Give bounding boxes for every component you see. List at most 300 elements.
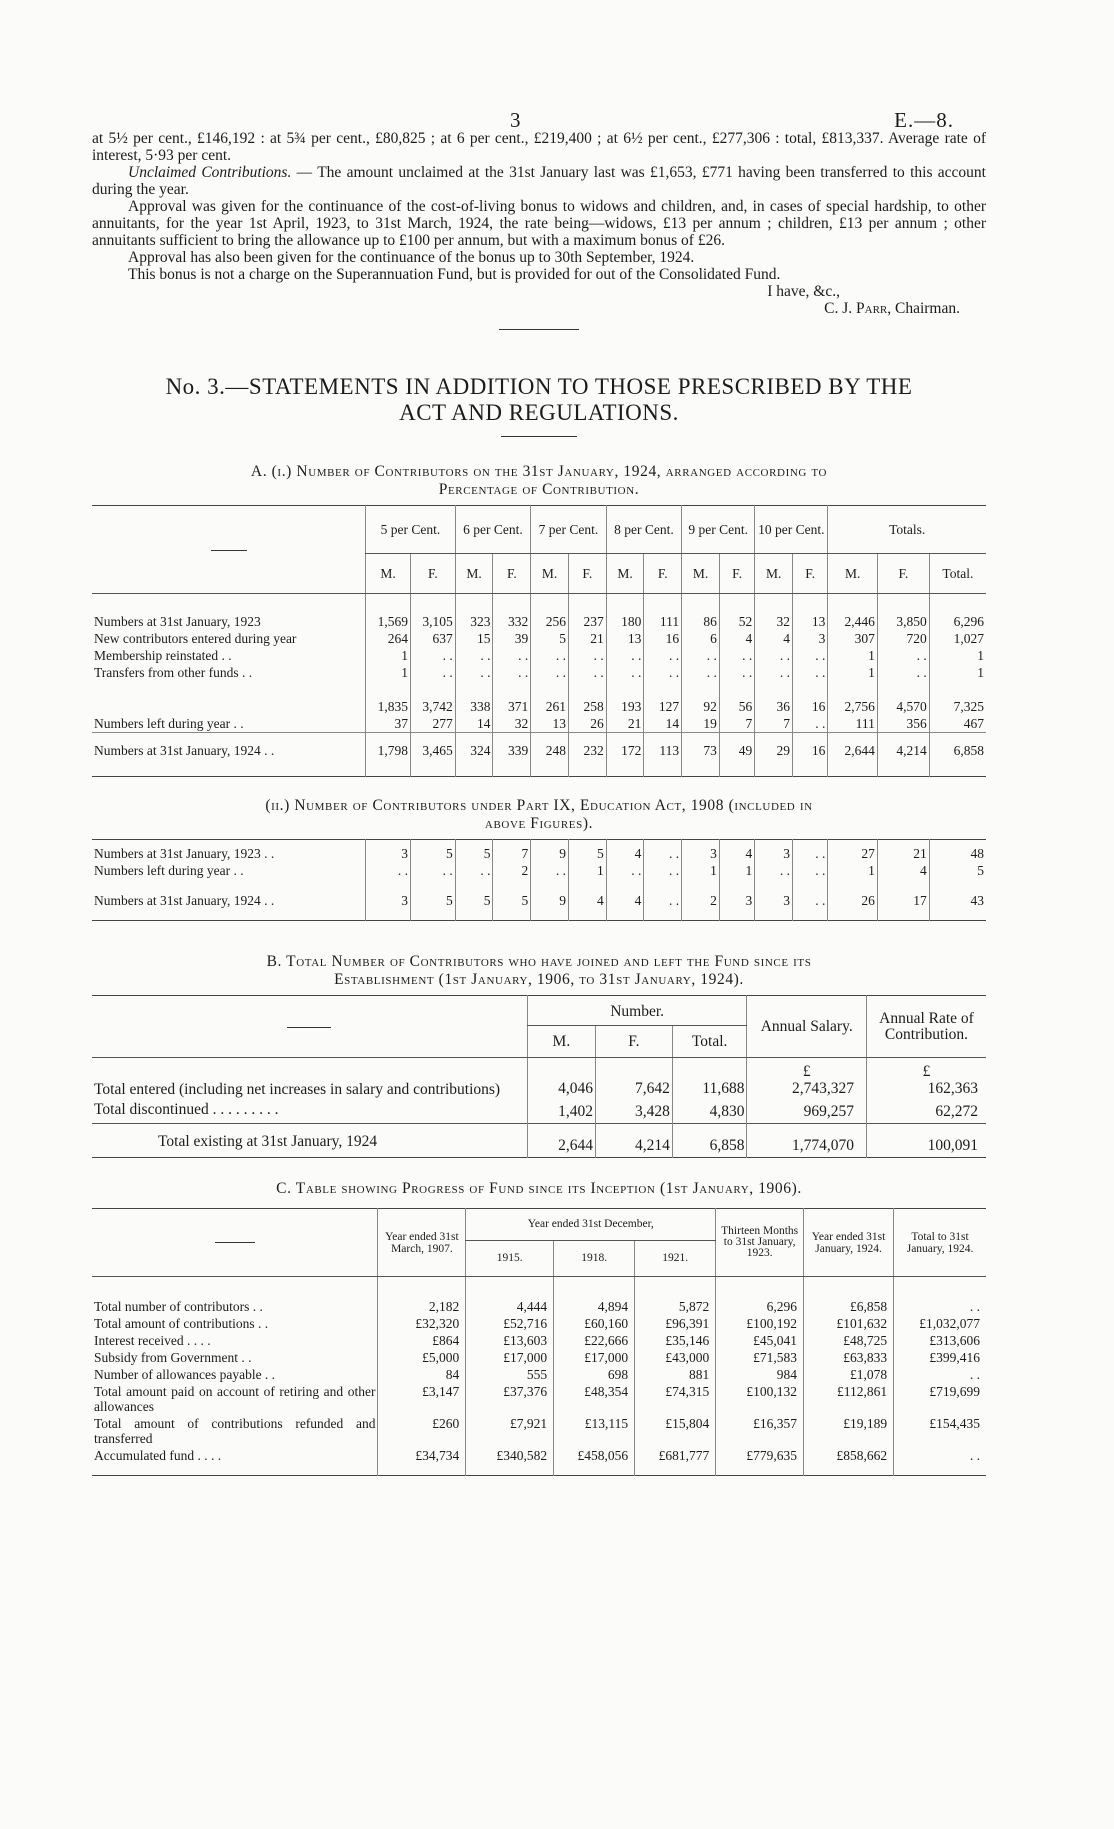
- table-cell: 26: [828, 879, 878, 921]
- table-cell: 5: [410, 840, 455, 863]
- table-cell: 37: [366, 715, 411, 733]
- table-cell: . .: [894, 1447, 986, 1476]
- table-cell: 1,569: [366, 594, 411, 631]
- table-a-subheader: M.: [606, 554, 644, 594]
- table-cell: 21: [606, 715, 644, 733]
- row-label: Total number of contributors . .: [94, 1299, 263, 1314]
- table-cell: 52: [719, 594, 754, 631]
- table-cell: £100,192: [716, 1315, 804, 1332]
- table-cell: £52,716: [466, 1315, 554, 1332]
- table-cell: £399,416: [894, 1349, 986, 1366]
- table-cell: 7: [719, 715, 754, 733]
- letter-signature: C. J. Parr, Chairman.: [824, 300, 960, 317]
- table-cell: 6,858: [929, 733, 986, 777]
- table-row: [92, 1058, 986, 1081]
- table-cell: £19,189: [804, 1415, 894, 1447]
- table-cell: 307: [828, 630, 878, 647]
- table-cell: 1: [719, 862, 754, 879]
- table-cell: £48,725: [804, 1332, 894, 1349]
- table-a-subheader: F.: [568, 554, 606, 594]
- row-label: Total entered (including net increases in salary and contributions): [94, 1081, 501, 1098]
- table-c-title: C. Table showing Progress of Fund since its Inception (1st January, 1906).: [276, 1180, 802, 1197]
- table-a-group: 8 per Cent.: [606, 506, 681, 554]
- row-label: Accumulated fund . . . .: [94, 1448, 222, 1463]
- row-label: Number of allowances payable . .: [94, 1367, 276, 1382]
- table-cell: . .: [877, 647, 929, 664]
- table-cell: 4,570: [877, 681, 929, 715]
- table-cell: £35,146: [635, 1332, 716, 1349]
- table-c-1907-header: Year ended 31st March, 1907.: [378, 1209, 466, 1277]
- table-a-subheader: Total.: [929, 554, 986, 594]
- table-cell: . .: [493, 647, 531, 664]
- table-cell: 258: [568, 681, 606, 715]
- table-cell: 3: [366, 840, 411, 863]
- table-cell: 172: [606, 733, 644, 777]
- table-a-subheader: M.: [366, 554, 411, 594]
- table-cell: 4,444: [466, 1277, 554, 1316]
- section-title: No. 3.—STATEMENTS IN ADDITION TO THOSE PRESCRIBED BY THE ACT AND REGULATIONS.: [165, 374, 913, 425]
- table-cell: . .: [755, 862, 793, 879]
- table-cell: . .: [682, 664, 720, 681]
- table-cell: £101,632: [804, 1315, 894, 1332]
- table-cell: 26: [568, 715, 606, 733]
- table-b-f-header: F.: [596, 1026, 673, 1058]
- table-a-group: 9 per Cent.: [682, 506, 755, 554]
- table-row: [92, 594, 986, 631]
- table-b-salary-header: Annual Salary.: [747, 996, 866, 1058]
- table-b-number-header: Number.: [527, 996, 747, 1026]
- table-row: [92, 1415, 986, 1447]
- section-divider: [499, 329, 579, 330]
- table-cell: 1: [828, 647, 878, 664]
- table-cell: . .: [568, 647, 606, 664]
- table-cell: 1: [366, 647, 411, 664]
- table-a2-title: (ii.) Number of Contributors under Part IX, Education Act, 1908 (included in above Figures).: [265, 797, 813, 832]
- table-cell: £48,354: [554, 1383, 635, 1415]
- table-cell: 264: [366, 630, 411, 647]
- table-cell: . .: [455, 647, 493, 664]
- table-cell: . .: [644, 879, 682, 921]
- table-row: [92, 879, 986, 921]
- table-cell: . .: [894, 1366, 986, 1383]
- table-cell: . .: [793, 879, 828, 921]
- table-cell: 5: [531, 630, 569, 647]
- table-cell: . .: [793, 647, 828, 664]
- table-cell: 111: [644, 594, 682, 631]
- table-cell: 19: [682, 715, 720, 733]
- table-b-m-header: M.: [527, 1026, 595, 1058]
- table-cell: 29: [755, 733, 793, 777]
- table-row: [92, 1383, 986, 1415]
- table-cell: £681,777: [635, 1447, 716, 1476]
- table-cell: 7: [493, 840, 531, 863]
- table-cell: 232: [568, 733, 606, 777]
- table-cell: £17,000: [466, 1349, 554, 1366]
- table-cell: . .: [793, 664, 828, 681]
- table-cell: £458,056: [554, 1447, 635, 1476]
- letter-paragraph-1: at 5½ per cent., £146,192 : at 5¾ per cent., £80,825 ; at 6 per cent., £219,400 ; at 6½ per cent., £277,306 : total, £813,337. Average rate of interest, 5·93 per cent.: [92, 130, 986, 164]
- table-cell: . .: [606, 664, 644, 681]
- table-row: [92, 733, 986, 777]
- table-row: Total discontinued . . . . . . . . . 1,402 3,428 4,830 969,257 62,272: [92, 1099, 986, 1124]
- table-cell: . .: [755, 647, 793, 664]
- table-a-contributors: [92, 505, 986, 777]
- table-row: [92, 840, 986, 863]
- table-cell: 2,446: [828, 594, 878, 631]
- table-cell: 555: [466, 1366, 554, 1383]
- table-row: [92, 1315, 986, 1332]
- table-cell: 5: [568, 840, 606, 863]
- table-cell: 14: [455, 715, 493, 733]
- table-row: [92, 1349, 986, 1366]
- table-cell: 27: [828, 840, 878, 863]
- table-cell: . .: [606, 647, 644, 664]
- row-label: Transfers from other funds . .: [94, 665, 253, 680]
- table-cell: 14: [644, 715, 682, 733]
- table-cell: 21: [568, 630, 606, 647]
- table-row: [92, 647, 986, 664]
- table-cell: 1: [929, 664, 986, 681]
- pound-sign: £: [866, 1058, 986, 1081]
- table-a-group: Totals.: [828, 506, 986, 554]
- table-cell: 73: [682, 733, 720, 777]
- table-cell: £15,804: [635, 1415, 716, 1447]
- table-cell: 1,027: [929, 630, 986, 647]
- row-label: Membership reinstated . .: [94, 648, 232, 663]
- table-cell: 338: [455, 681, 493, 715]
- table-b-joined-left: [92, 995, 986, 1158]
- table-cell: . .: [644, 647, 682, 664]
- table-cell: £96,391: [635, 1315, 716, 1332]
- table-cell: 237: [568, 594, 606, 631]
- table-cell: £74,315: [635, 1383, 716, 1415]
- table-row: [92, 715, 986, 733]
- table-cell: . .: [366, 862, 411, 879]
- row-label: New contributors entered during year: [94, 631, 297, 646]
- page-number: 3: [510, 108, 521, 132]
- row-label: Numbers left during year . .: [94, 716, 244, 731]
- table-cell: 32: [493, 715, 531, 733]
- table-a-subheader: F.: [493, 554, 531, 594]
- table-cell: 4: [606, 840, 644, 863]
- table-cell: . .: [682, 647, 720, 664]
- table-cell: . .: [877, 664, 929, 681]
- table-cell: . .: [493, 664, 531, 681]
- table-cell: 1,835: [366, 681, 411, 715]
- table-cell: 1: [682, 862, 720, 879]
- table-cell: 371: [493, 681, 531, 715]
- table-cell: . .: [568, 664, 606, 681]
- table-cell: 4: [606, 879, 644, 921]
- table-cell: 467: [929, 715, 986, 733]
- letter-paragraph-2: Unclaimed Contributions. — The amount unclaimed at the 31st January last was £1,653, £771 having been transferred to this account during the year.: [92, 164, 986, 198]
- letter-paragraph-4: Approval has also been given for the continuance of the bonus up to 30th September, 1924.: [128, 249, 695, 266]
- table-cell: £32,320: [378, 1315, 466, 1332]
- table-cell: 193: [606, 681, 644, 715]
- table-cell: £5,000: [378, 1349, 466, 1366]
- letter-paragraph-5: This bonus is not a charge on the Superannuation Fund, but is provided for out of the Consolidated Fund.: [128, 266, 781, 283]
- table-a-title: A. (i.) Number of Contributors on the 31st January, 1924, arranged according to Percentage of Contribution.: [250, 463, 828, 498]
- table-cell: 2: [493, 862, 531, 879]
- table-row: Total entered (including net increases in salary and contributions) 4,046 7,642 11,688 2,743,327 162,363: [92, 1080, 986, 1099]
- table-cell: 3: [719, 879, 754, 921]
- row-label: Numbers at 31st January, 1923 . .: [94, 846, 275, 861]
- table-row: [92, 1332, 986, 1349]
- table-row: [92, 664, 986, 681]
- table-a-subheader: M.: [455, 554, 493, 594]
- table-cell: 3: [755, 879, 793, 921]
- table-c-progress: Year ended 31st March, 1907. Year ended 31st December, Thirteen Months to 31st January, 1923. Year ended 31st January, 1924. Total to 31st January, 1924. 1915. 1918. 1921. Total number of contributors . . 2,182 4,444 4,894 5,872 6,296 £6,858 . . Total amount of contributions . . £32,320 £52,716 £60,160 £96,391 £100,192 £101,632 £1,032,077 Interest received . . . . £864 £13,603 £22,666 £35,146 £45,041 £48,725 £313,606 Subsidy from Government . . £5,000 £17,000 £17,000 £43,000 £71,583 £63,833 £399,416 Number of allowances payable . . 84 555 698 881 984 £1,078 . . Total amount paid on account of retiring and other allowances £3,147 £37,376 £48,354 £74,315 £100,132 £112,861 £719,699 Total amount of contributions refunded and transferred £260 £7,921 £13,115 £15,804 £16,357 £19,189 £154,435 Accumulated fund . . . . £34,734 £340,582 £458,056 £681,777 £779,635 £858,662 . .: [92, 1208, 986, 1476]
- table-cell: 881: [635, 1366, 716, 1383]
- table-a-subheader: F.: [644, 554, 682, 594]
- table-cell: £3,147: [378, 1383, 466, 1415]
- table-cell: 111: [828, 715, 878, 733]
- table-cell: . .: [410, 647, 455, 664]
- table-cell: £16,357: [716, 1415, 804, 1447]
- table-cell: 4,214: [877, 733, 929, 777]
- table-cell: 16: [793, 681, 828, 715]
- table-c-1924-header: Year ended 31st January, 1924.: [804, 1209, 894, 1277]
- table-cell: 49: [719, 733, 754, 777]
- table-cell: £779,635: [716, 1447, 804, 1476]
- table-cell: £1,032,077: [894, 1315, 986, 1332]
- table-cell: 3,105: [410, 594, 455, 631]
- table-cell: 16: [793, 733, 828, 777]
- table-cell: 4: [877, 862, 929, 879]
- table-a-subheader: F.: [877, 554, 929, 594]
- table-a-subheader: F.: [719, 554, 754, 594]
- table-cell: £864: [378, 1332, 466, 1349]
- table-cell: 13: [606, 630, 644, 647]
- letter-closing: I have, &c.,: [767, 283, 840, 300]
- table-cell: . .: [531, 647, 569, 664]
- table-cell: 4: [568, 879, 606, 921]
- table-cell: 5: [929, 862, 986, 879]
- table-cell: 637: [410, 630, 455, 647]
- table-cell: . .: [793, 862, 828, 879]
- table-b-total-header: Total.: [672, 1026, 747, 1058]
- table-cell: 323: [455, 594, 493, 631]
- table-cell: 39: [493, 630, 531, 647]
- table-cell: 7,325: [929, 681, 986, 715]
- table-row: [92, 1277, 986, 1316]
- row-label: Numbers at 31st January, 1924 . .: [94, 893, 275, 908]
- table-cell: 48: [929, 840, 986, 863]
- pound-sign: £: [747, 1058, 866, 1081]
- table-cell: 2: [682, 879, 720, 921]
- table-cell: 1: [929, 647, 986, 664]
- table-a-subheader: M.: [682, 554, 720, 594]
- table-cell: 86: [682, 594, 720, 631]
- table-cell: 277: [410, 715, 455, 733]
- unclaimed-contributions-heading: Unclaimed Contributions.: [128, 164, 292, 181]
- table-cell: 984: [716, 1366, 804, 1383]
- table-cell: 261: [531, 681, 569, 715]
- table-cell: 1,798: [366, 733, 411, 777]
- table-a-group: 10 per Cent.: [755, 506, 828, 554]
- table-a-subheader: M.: [531, 554, 569, 594]
- table-cell: . .: [793, 715, 828, 733]
- table-cell: 9: [531, 840, 569, 863]
- table-cell: £60,160: [554, 1315, 635, 1332]
- table-cell: £313,606: [894, 1332, 986, 1349]
- table-row: [92, 681, 986, 715]
- row-label: Total amount of contributions refunded and transferred: [94, 1416, 376, 1446]
- table-cell: 339: [493, 733, 531, 777]
- table-cell: £45,041: [716, 1332, 804, 1349]
- page-header: [92, 0, 986, 130]
- table-cell: £719,699: [894, 1383, 986, 1415]
- table-cell: 2,644: [828, 733, 878, 777]
- table-cell: 84: [378, 1366, 466, 1383]
- table-cell: £7,921: [466, 1415, 554, 1447]
- table-cell: 698: [554, 1366, 635, 1383]
- row-label: Total amount of contributions . .: [94, 1316, 269, 1331]
- table-cell: . .: [644, 840, 682, 863]
- table-cell: £71,583: [716, 1349, 804, 1366]
- table-cell: . .: [455, 664, 493, 681]
- table-cell: 4: [719, 840, 754, 863]
- document-reference: E.—8.: [894, 108, 954, 132]
- table-a-subheader: M.: [828, 554, 878, 594]
- table-a-stub: [92, 506, 366, 594]
- table-cell: 5: [410, 879, 455, 921]
- table-cell: £1,078: [804, 1366, 894, 1383]
- table-cell: £340,582: [466, 1447, 554, 1476]
- table-cell: 324: [455, 733, 493, 777]
- table-cell: 43: [929, 879, 986, 921]
- table-b-stub: [92, 996, 527, 1058]
- table-cell: 720: [877, 630, 929, 647]
- table-cell: . .: [894, 1277, 986, 1316]
- table-cell: . .: [719, 647, 754, 664]
- table-a-group: 7 per Cent.: [531, 506, 606, 554]
- table-cell: . .: [644, 664, 682, 681]
- table-cell: £13,603: [466, 1332, 554, 1349]
- table-cell: 1: [568, 862, 606, 879]
- table-cell: £858,662: [804, 1447, 894, 1476]
- table-cell: £34,734: [378, 1447, 466, 1476]
- table-cell: £22,666: [554, 1332, 635, 1349]
- table-cell: £17,000: [554, 1349, 635, 1366]
- table-c-total-header: Total to 31st January, 1924.: [894, 1209, 986, 1277]
- table-a-group: 6 per Cent.: [455, 506, 530, 554]
- row-label: Numbers left during year . .: [94, 863, 244, 878]
- table-cell: £63,833: [804, 1349, 894, 1366]
- table-cell: 248: [531, 733, 569, 777]
- table-b-title: B. Total Number of Contributors who have joined and left the Fund since its Establishment (1st January, 1906, to 31st January, 1924).: [266, 953, 812, 988]
- row-label: Subsidy from Government . .: [94, 1350, 252, 1365]
- table-cell: 2,756: [828, 681, 878, 715]
- letter-paragraph-3: Approval was given for the continuance of the cost-of-living bonus to widows and children, and, in cases of special hardship, to other annuitants, for the year 1st April, 1923, to 31st March, 1924, the rate being—widows, £13 per annum ; children, £13 per annum ; other annuitants sufficient to bring the allowance up to £100 per annum, but with a maximum bonus of £26.: [92, 198, 986, 249]
- table-cell: £43,000: [635, 1349, 716, 1366]
- row-label: Total discontinued . . . . . . . . .: [94, 1101, 279, 1118]
- table-cell: 5: [455, 879, 493, 921]
- table-cell: . .: [606, 862, 644, 879]
- table-cell: 16: [644, 630, 682, 647]
- table-b-rate-header: Annual Rate of Contribution.: [866, 996, 986, 1058]
- table-cell: 5,872: [635, 1277, 716, 1316]
- table-cell: 180: [606, 594, 644, 631]
- table-cell: 1: [366, 664, 411, 681]
- table-a2-education-act: [92, 839, 986, 921]
- table-cell: 6: [682, 630, 720, 647]
- table-row: [92, 862, 986, 879]
- table-cell: 2,182: [378, 1277, 466, 1316]
- table-cell: 9: [531, 879, 569, 921]
- table-cell: £13,115: [554, 1415, 635, 1447]
- table-cell: 15: [455, 630, 493, 647]
- table-c-1923-header: Thirteen Months to 31st January, 1923.: [716, 1209, 804, 1277]
- table-cell: . .: [531, 664, 569, 681]
- row-label: Numbers at 31st January, 1924 . .: [94, 743, 275, 758]
- table-cell: . .: [793, 840, 828, 863]
- table-cell: 5: [493, 879, 531, 921]
- table-a-group: 5 per Cent.: [366, 506, 456, 554]
- table-cell: . .: [410, 862, 455, 879]
- table-cell: 7: [755, 715, 793, 733]
- table-c-dec-header: Year ended 31st December,: [466, 1209, 716, 1241]
- table-cell: 3,850: [877, 594, 929, 631]
- table-cell: 1: [828, 664, 878, 681]
- table-cell: . .: [410, 664, 455, 681]
- table-cell: £37,376: [466, 1383, 554, 1415]
- table-cell: 127: [644, 681, 682, 715]
- table-cell: 356: [877, 715, 929, 733]
- table-cell: 332: [493, 594, 531, 631]
- table-cell: . .: [644, 862, 682, 879]
- table-cell: 6,296: [716, 1277, 804, 1316]
- table-cell: 6,296: [929, 594, 986, 631]
- table-cell: . .: [719, 664, 754, 681]
- table-cell: 13: [793, 594, 828, 631]
- table-a-subheader: F.: [410, 554, 455, 594]
- table-cell: 13: [531, 715, 569, 733]
- table-cell: 4: [719, 630, 754, 647]
- table-row: Total existing at 31st January, 1924 2,644 4,214 6,858 1,774,070 100,091: [92, 1124, 986, 1158]
- row-label: Total amount paid on account of retiring and other allowances: [94, 1384, 376, 1414]
- table-cell: 92: [682, 681, 720, 715]
- table-cell: 4: [755, 630, 793, 647]
- table-cell: 4,894: [554, 1277, 635, 1316]
- table-cell: £100,132: [716, 1383, 804, 1415]
- table-cell: £112,861: [804, 1383, 894, 1415]
- table-cell: 36: [755, 681, 793, 715]
- table-row: [92, 1366, 986, 1383]
- table-cell: 3,465: [410, 733, 455, 777]
- table-cell: £260: [378, 1415, 466, 1447]
- table-c-stub: [92, 1209, 378, 1277]
- table-row: [92, 1447, 986, 1476]
- row-label: [92, 681, 366, 715]
- table-row: [92, 630, 986, 647]
- row-label: Interest received . . . .: [94, 1333, 211, 1348]
- table-cell: 56: [719, 681, 754, 715]
- table-cell: 3,742: [410, 681, 455, 715]
- row-label: Total existing at 31st January, 1924: [158, 1133, 378, 1150]
- title-underline: [501, 436, 577, 437]
- table-cell: . .: [531, 862, 569, 879]
- table-cell: 3: [755, 840, 793, 863]
- table-cell: 3: [366, 879, 411, 921]
- table-cell: 256: [531, 594, 569, 631]
- table-cell: 5: [455, 840, 493, 863]
- table-cell: £6,858: [804, 1277, 894, 1316]
- table-cell: 17: [877, 879, 929, 921]
- table-a-subheader: F.: [793, 554, 828, 594]
- table-cell: . .: [455, 862, 493, 879]
- table-cell: 113: [644, 733, 682, 777]
